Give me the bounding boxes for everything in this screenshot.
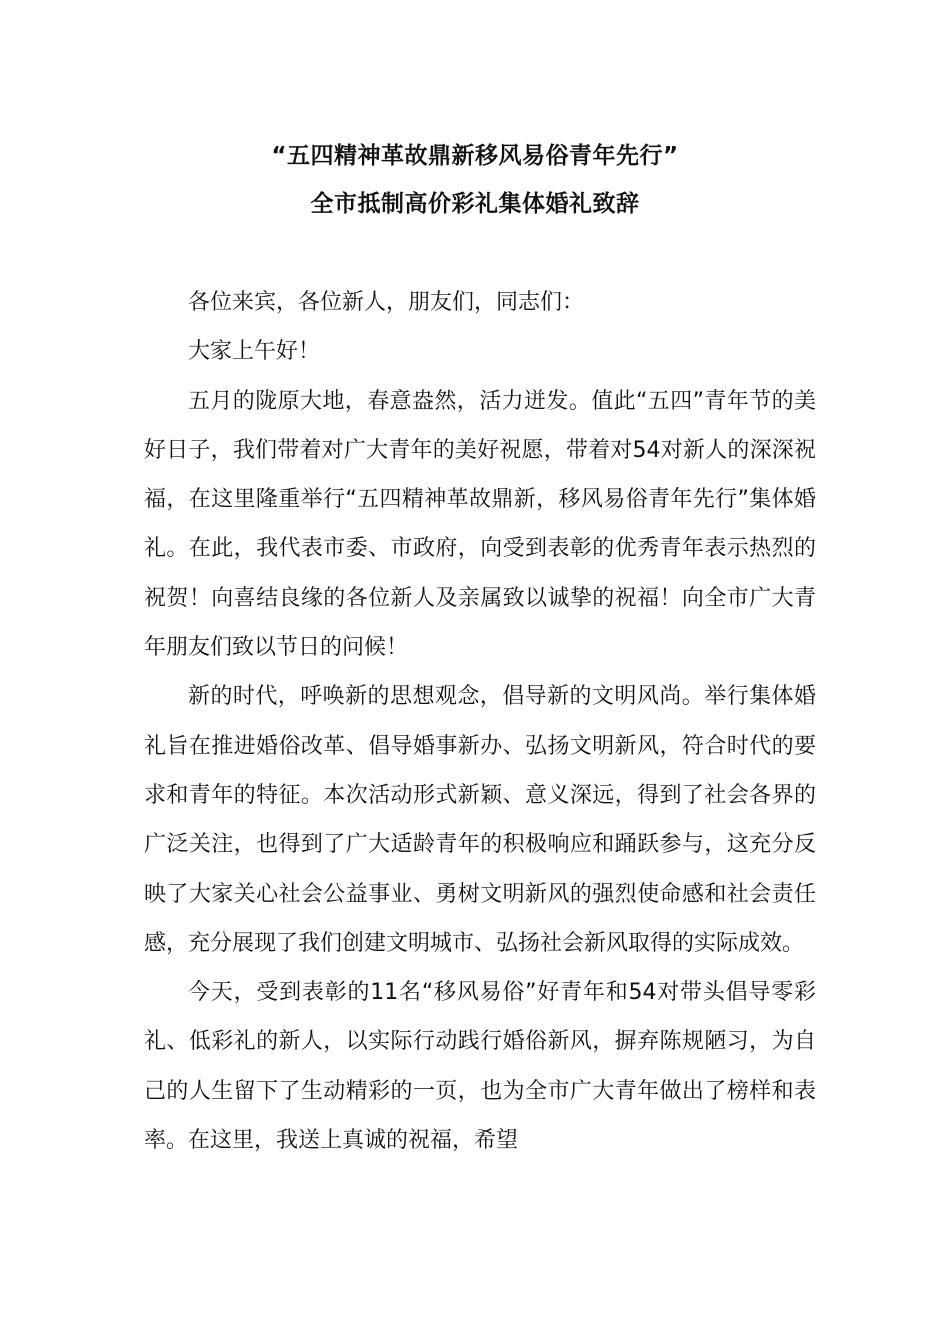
body-paragraph: 五月的陇原大地，春意盎然，活力迸发。值此“五四”青年节的美好日子，我们带着对广大青年的美好祝愿，带着对54对新人的深深祝福，在这里隆重举行“五四精神革故鼎新，移风易俗青年先行”集体婚礼。在此，我代表市委、市政府，向受到表彰的优秀青年表示热烈的祝贺！向喜结良缘的各位新人及亲属致以诚挚的祝福！向全市广大青年朋友们致以节日的问候！ [144,388,816,661]
title-line-2: 全市抵制高价彩礼集体婚礼致辞 [310,191,640,217]
document-title [0,132,950,228]
body-paragraph: 新的时代，呼唤新的思想观念，倡导新的文明风尚。举行集体婚礼旨在推进婚俗改革、倡导婚事新办、弘扬文明新风，符合时代的要求和青年的特征。本次活动形式新颖、意义深远，得到了社会各界的广泛关注，也得到了广大适龄青年的积极响应和踊跃参与，这充分反映了大家关心社会公益事业、勇树文明新风的强烈使命感和社会责任感，充分展现了我们创建文明城市、弘扬社会新风取得的实际成效。 [144,684,816,956]
greeting-paragraph: 各位来宾，各位新人，朋友们，同志们： [188,290,585,315]
document-body [144,278,816,1165]
title-line-1: “五四精神革故鼎新移风易俗青年先行” [271,143,679,169]
salutation-paragraph: 大家上午好！ [188,339,321,365]
body-paragraph: 今天，受到表彰的11名“移风易俗”好青年和54对带头倡导零彩礼、低彩礼的新人，以实际行动践行婚俗新风，摒弃陈规陋习，为自己的人生留下了生动精彩的一页，也为全市广大青年做出了榜样和表率。在这里，我送上真诚的祝福，希望 [144,980,816,1154]
